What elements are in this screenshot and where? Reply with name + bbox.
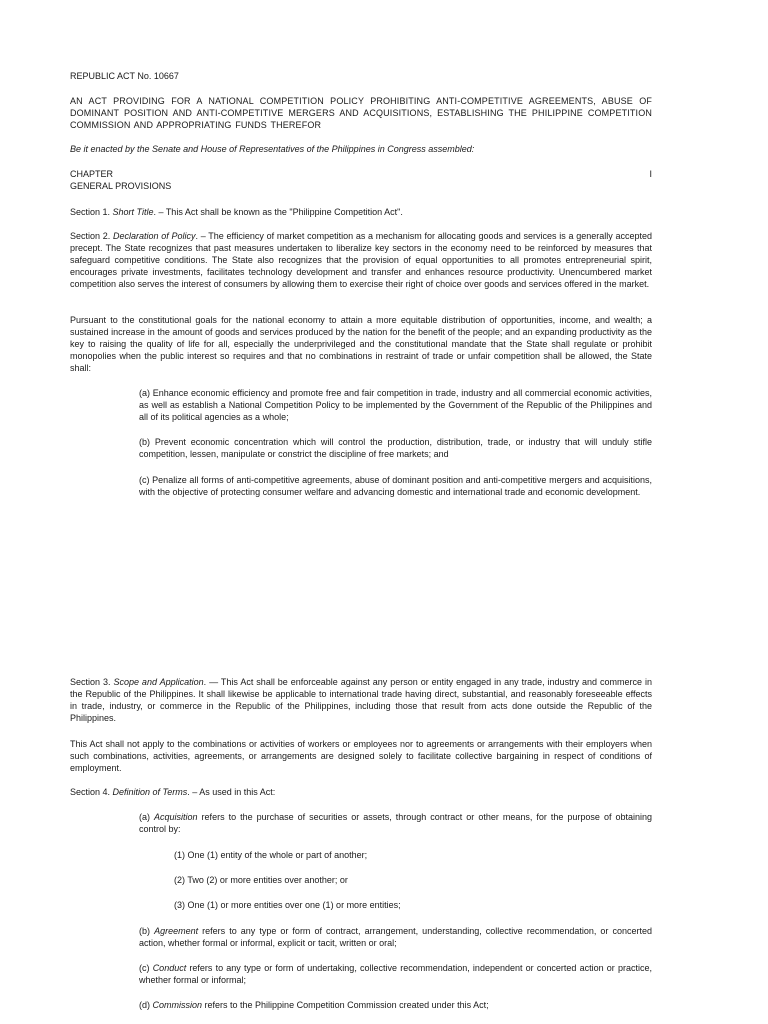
section-2-item-b: (b) Prevent economic concentration which will control the production, distribution, trade, or industry that will unduly stifle competition, lessen, manipulate or constrict the discipline of free markets; and bbox=[139, 437, 652, 459]
chapter-numeral: I bbox=[649, 169, 652, 179]
definition-c-label: (c) bbox=[139, 963, 153, 973]
act-number: REPUBLIC ACT No. 10667 bbox=[70, 71, 179, 81]
definition-commission bbox=[139, 999, 652, 1011]
enacting-clause: Be it enacted by the Senate and House of Representatives of the Philippines in Congress assembled: bbox=[70, 144, 475, 154]
section-3 bbox=[70, 676, 652, 724]
chapter-label: CHAPTER bbox=[70, 169, 114, 179]
section-3-body: . — This Act shall be enforceable against any person or entity engaged in any trade, industry and commerce in the Republic of the Philippines. It shall likewise be applicable to international trade having direct, substantial, and reasonably foreseeable effects in trade, industry, or commerce in the Republic of the Philippines, including those that result from acts done outside the Republic of the Philippines. bbox=[70, 677, 652, 723]
section-2-heading: Declaration of Policy bbox=[112, 231, 196, 241]
section-3-heading: Scope and Application bbox=[113, 677, 204, 687]
section-1-body: . – This Act shall be known as the "Philippine Competition Act". bbox=[153, 207, 403, 217]
section-3-paragraph-2: This Act shall not apply to the combinations or activities of workers or employees nor to agreements or arrangements with their employers when such combinations, activities, agreements, or arrangements are designed solely to facilitate collective bargaining in respect of conditions of employment. bbox=[70, 739, 652, 773]
section-2-paragraph-2: Pursuant to the constitutional goals for the national economy to attain a more equitable distribution of opportunities, income, and wealth; a sustained increase in the amount of goods and services produced by the nation for the benefit of the people; and an expanding productivity as the key to raising the quality of life for all, especially the underprivileged and the constitutional mandate that the State shall regulate or prohibit monopolies when the public interest so requires and that no combinations in restraint of trade or unfair competition shall be allowed, the State shall: bbox=[70, 315, 652, 373]
acquisition-sub-item-1: (1) One (1) entity of the whole or part of another; bbox=[174, 850, 368, 860]
section-3-prefix: Section 3. bbox=[70, 677, 114, 687]
definition-c-text: refers to any type or form of undertaking, collective recommendation, independent or concerted action or practice, whether formal or informal; bbox=[139, 963, 652, 985]
section-4 bbox=[70, 786, 652, 798]
acquisition-sub-item-2: (2) Two (2) or more entities over another; or bbox=[174, 875, 348, 885]
section-1 bbox=[70, 206, 652, 218]
section-2-prefix: Section 2. bbox=[70, 231, 113, 241]
section-4-body: . – As used in this Act: bbox=[187, 787, 276, 797]
definition-a-text: refers to the purchase of securities or assets, through contract or other means, for the purpose of obtaining control by: bbox=[139, 812, 653, 834]
definition-a-term: Acquisition bbox=[154, 812, 198, 822]
definition-acquisition bbox=[139, 811, 652, 835]
definition-a-label: (a) bbox=[139, 812, 155, 822]
section-2 bbox=[70, 230, 652, 290]
section-2-body: . – The efficiency of market competition as a mechanism for allocating goods and services is a generally accepted precept. The State recognizes that past measures undertaken to liberalize key sectors in the economy need to be reinforced by measures that safeguard competitive conditions. The State also recognizes that the provision of equal opportunities to all promotes entrepreneurial spirit, encourages private investments, facilitates technology development and transfer and enhances resource productivity. Unencumbered market competition also serves the interest of consumers by allowing them to exercise their right of choice over goods and services offered in the market. bbox=[70, 231, 652, 289]
definition-b-text: refers to any type or form of contract, arrangement, understanding, collective recommendation, or concerted action, whether formal or informal, explicit or tacit, written or oral; bbox=[139, 926, 653, 948]
acquisition-sub-item-3: (3) One (1) or more entities over one (1) or more entities; bbox=[174, 900, 401, 910]
definition-d-term: Commission bbox=[152, 1000, 203, 1010]
section-2-item-c: (c) Penalize all forms of anti-competitive agreements, abuse of dominant position and anti-competitive mergers and acquisitions, with the objective of protecting consumer welfare and advancing domestic and international trade and economic development. bbox=[139, 475, 652, 497]
definition-b-term: Agreement bbox=[154, 926, 199, 936]
definition-c-term: Conduct bbox=[152, 963, 187, 973]
chapter-heading bbox=[70, 168, 652, 180]
section-1-heading: Short Title bbox=[112, 207, 154, 217]
act-title: AN ACT PROVIDING FOR A NATIONAL COMPETITION POLICY PROHIBITING ANTI-COMPETITIVE AGREEMENTS, ABUSE OF DOMINANT POSITION AND ANTI-COMPETITIVE MERGERS AND ACQUISITIONS, ESTABLISHING THE PHILIPPINE COMPETITION COMMISSION AND APPROPRIATING FUNDS THEREFOR bbox=[70, 96, 652, 130]
section-2-item-a: (a) Enhance economic efficiency and promote free and fair competition in trade, industry and all commercial economic activities, as well as establish a National Competition Policy to be implemented by the Government of the Republic of the Philippines and all of its political agencies as a whole; bbox=[139, 388, 652, 422]
definition-d-text: refers to the Philippine Competition Commission created under this Act; bbox=[202, 1000, 489, 1010]
definition-d-label: (d) bbox=[139, 1000, 153, 1010]
section-4-heading: Definition of Terms bbox=[112, 787, 188, 797]
chapter-name: GENERAL PROVISIONS bbox=[70, 181, 172, 191]
section-1-prefix: Section 1. bbox=[70, 207, 113, 217]
section-4-prefix: Section 4. bbox=[70, 787, 113, 797]
definition-agreement bbox=[139, 925, 652, 949]
definition-b-label: (b) bbox=[139, 926, 155, 936]
definition-conduct bbox=[139, 962, 652, 986]
